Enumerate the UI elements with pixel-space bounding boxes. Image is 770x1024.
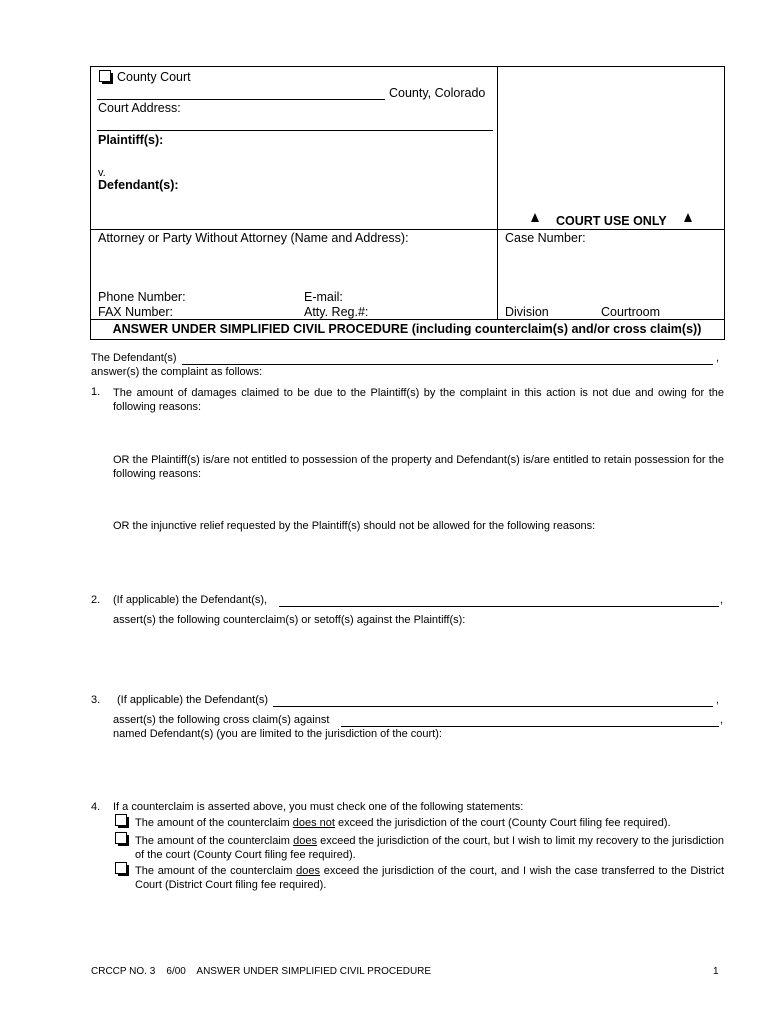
county-name-field[interactable] xyxy=(97,99,385,100)
item-4-number: 4. xyxy=(91,801,101,813)
fax-number-label: FAX Number: xyxy=(98,305,174,319)
option-1-text-pre: The amount of the counterclaim xyxy=(135,817,293,829)
item-2-number: 2. xyxy=(91,594,101,606)
option-3-text xyxy=(135,864,724,892)
arrow-up-icon xyxy=(531,213,539,222)
item-2-prefix: (If applicable) the Defendant(s), xyxy=(113,594,268,606)
court-address-field[interactable] xyxy=(97,130,493,131)
attorney-label: Attorney or Party Without Attorney (Name and Address): xyxy=(98,231,409,245)
versus-label: v. xyxy=(98,167,106,179)
form-title: ANSWER UNDER SIMPLIFIED CIVIL PROCEDURE (including counterclaim(s) and/or cross claim(s)) xyxy=(112,322,702,336)
item-3-prefix: (If applicable) the Defendant(s) xyxy=(117,694,269,706)
division-label: Division xyxy=(505,305,549,319)
item-2-defendant-field[interactable] xyxy=(279,606,719,607)
county-court-checkbox[interactable] xyxy=(99,70,111,82)
option-3-text-post: exceed the jurisdiction of the court, and I wish the case transferred to the District Court (District Court filing fee required). xyxy=(135,865,725,891)
option-3-text-emphasis: does xyxy=(296,865,321,877)
option-2-text xyxy=(135,834,724,862)
item-2-line-2: assert(s) the following counterclaim(s) or setoff(s) against the Plaintiff(s): xyxy=(113,614,466,626)
footer-page-number: 1 xyxy=(713,966,719,977)
court-use-only-label: COURT USE ONLY xyxy=(556,214,667,228)
option-2-text-emphasis: does xyxy=(293,835,317,847)
item-3-comma: , xyxy=(716,694,720,706)
option-1-text-post: exceed the jurisdiction of the court (County Court filing fee required). xyxy=(334,817,671,829)
phone-number-label: Phone Number: xyxy=(98,290,186,304)
item-3-defendant-field[interactable] xyxy=(273,706,713,707)
courtroom-label: Courtroom xyxy=(601,305,661,319)
atty-reg-label: Atty. Reg.#: xyxy=(304,305,369,319)
county-court-label: County Court xyxy=(117,70,191,84)
caption-divider-vertical xyxy=(497,66,498,319)
item-4-intro: If a counterclaim is asserted above, you must check one of the following statements: xyxy=(113,801,524,813)
option-2-text-pre: The amount of the counterclaim xyxy=(135,835,294,847)
item-3-line-3: named Defendant(s) (you are limited to the jurisdiction of the court): xyxy=(113,728,442,740)
case-number-label: Case Number: xyxy=(505,231,586,245)
county-colorado-label: County, Colorado xyxy=(389,86,486,100)
intro-comma: , xyxy=(716,352,720,364)
arrow-up-icon xyxy=(684,213,692,222)
item-3-cross-claim-field[interactable] xyxy=(341,726,719,727)
footer-form-id: CRCCP NO. 3 6/00 ANSWER UNDER SIMPLIFIED CIVIL PROCEDURE xyxy=(91,966,432,977)
caption-divider-title xyxy=(90,319,724,320)
item-1-or-injunctive: OR the injunctive relief requested by the Plaintiff(s) should not be allowed for the following reasons: xyxy=(113,520,596,532)
court-address-label: Court Address: xyxy=(98,101,181,115)
option-3-text-pre: The amount of the counterclaim xyxy=(135,865,297,877)
item-3-line-2-comma: , xyxy=(720,714,724,726)
defendant-name-field[interactable] xyxy=(182,364,713,365)
option-1-checkbox[interactable] xyxy=(115,814,127,826)
intro-line-2: answer(s) the complaint as follows: xyxy=(91,366,263,378)
intro-prefix: The Defendant(s) xyxy=(91,352,177,364)
item-1-text: The amount of damages claimed to be due to the Plaintiff(s) by the complaint in this action is not due and owing for the following reasons: xyxy=(113,387,724,413)
option-2-checkbox[interactable] xyxy=(115,832,127,844)
item-3-line-2: assert(s) the following cross claim(s) against xyxy=(113,714,330,726)
option-1-text xyxy=(135,816,724,830)
email-label: E-mail: xyxy=(304,290,343,304)
plaintiff-label: Plaintiff(s): xyxy=(98,133,164,147)
item-3-number: 3. xyxy=(91,694,101,706)
item-2-comma: , xyxy=(720,594,724,606)
item-1-or-possession: OR the Plaintiff(s) is/are not entitled to possession of the property and Defendant(s) is/are entitled to retain possession for the following reasons: xyxy=(113,454,724,480)
option-2-text-post: exceed the jurisdiction of the court, but I wish to limit my recovery to the jurisdiction of the court (County Court filing fee required). xyxy=(135,835,725,861)
defendant-label: Defendant(s): xyxy=(98,178,179,192)
caption-divider-attorney xyxy=(90,229,724,230)
item-1-number: 1. xyxy=(91,386,101,398)
option-3-checkbox[interactable] xyxy=(115,862,127,874)
option-1-text-emphasis: does not xyxy=(292,817,335,829)
